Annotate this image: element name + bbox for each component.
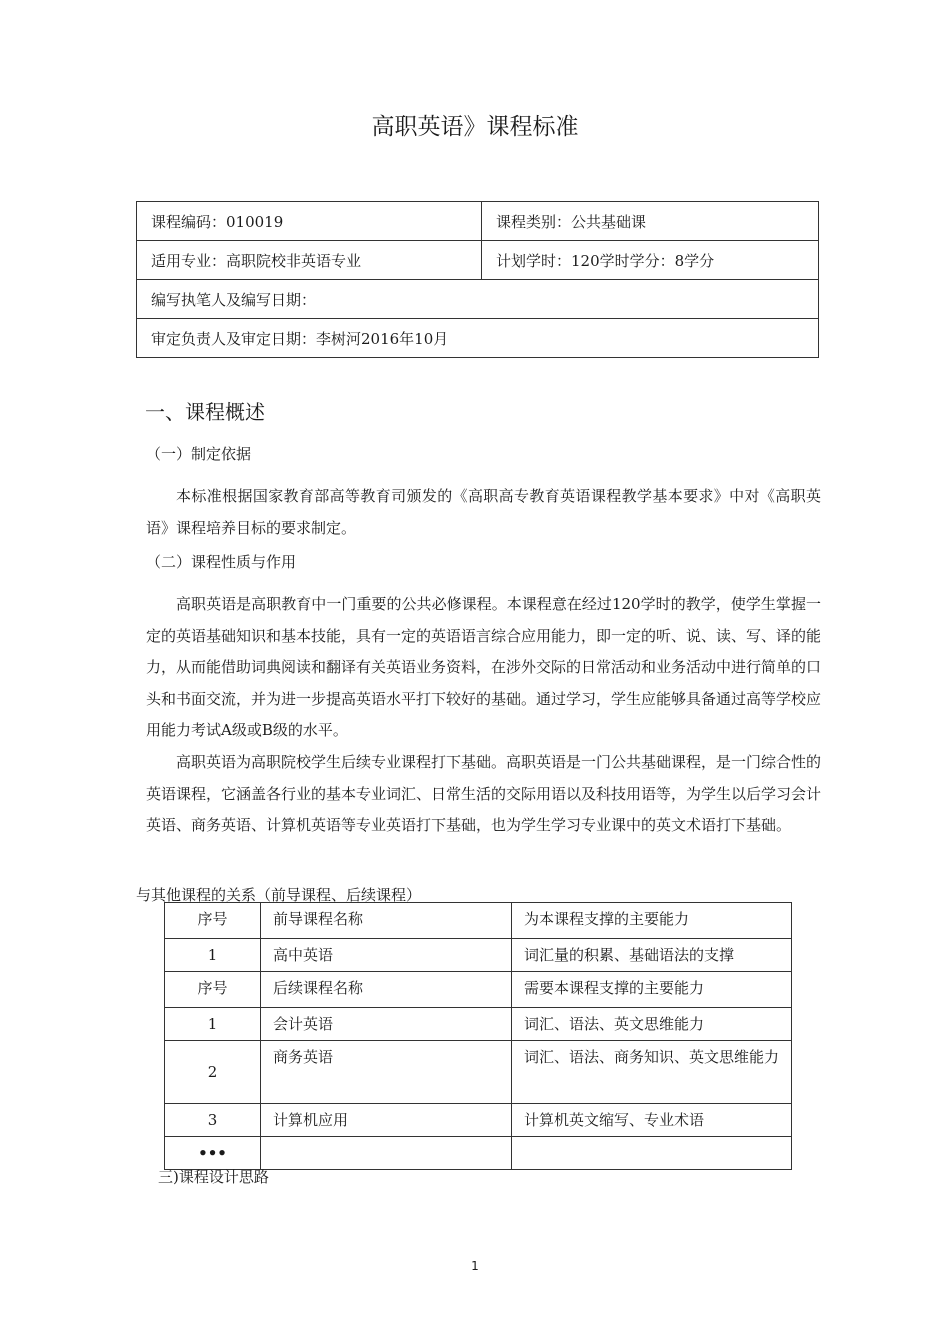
subsection-design: 三)课程设计思路 [158, 1168, 269, 1186]
cell: 序号 [165, 972, 261, 1008]
cell [261, 1137, 512, 1170]
course-code-cell: 课程编码：010019 [137, 202, 482, 241]
table-row [165, 1104, 792, 1137]
reviewer-date-cell: 审定负责人及审定日期：李树河2016年10月 [137, 319, 819, 358]
table-row [165, 939, 792, 972]
cell: 计算机应用 [261, 1104, 512, 1137]
author-date-cell: 编写执笔人及编写日期： [137, 280, 819, 319]
subsection-basis: （一）制定依据 [146, 445, 252, 463]
cell: ••• [165, 1137, 261, 1170]
cell [512, 1137, 792, 1170]
cell: 3 [165, 1104, 261, 1137]
table-row [137, 319, 819, 358]
subsection-nature: （二）课程性质与作用 [146, 553, 297, 571]
cell: 需要本课程支撑的主要能力 [512, 972, 792, 1008]
table-row [137, 202, 819, 241]
course-relation-table [164, 902, 792, 1170]
section-heading: 一、课程概述 [145, 400, 265, 424]
cell: 前导课程名称 [261, 903, 512, 939]
cell: 词汇、语法、英文思维能力 [512, 1008, 792, 1041]
page-title: 高职英语》课程标准 [371, 114, 579, 140]
cell: 高中英语 [261, 939, 512, 972]
applicable-major-cell: 适用专业：高职院校非英语专业 [137, 241, 482, 280]
cell: 商务英语 [261, 1041, 512, 1104]
cell: 词汇量的积累、基础语法的支撑 [512, 939, 792, 972]
paragraph-basis: 本标准根据国家教育部高等教育司颁发的《高职高专教育英语课程教学基本要求》中对《高职英语》课程培养目标的要求制定。 [146, 487, 821, 537]
cell: 会计英语 [261, 1008, 512, 1041]
relation-caption: 与其他课程的关系（前导课程、后续课程） [136, 886, 422, 904]
course-info-table [136, 201, 819, 358]
cell: 1 [165, 939, 261, 972]
table-row [165, 903, 792, 939]
cell: 后续课程名称 [261, 972, 512, 1008]
cell: 计算机英文缩写、专业术语 [512, 1104, 792, 1137]
table-row [165, 972, 792, 1008]
table-row [165, 1137, 792, 1170]
table-row [137, 241, 819, 280]
cell: 词汇、语法、商务知识、英文思维能力 [512, 1041, 792, 1104]
page-number: 1 [471, 1259, 479, 1273]
course-category-cell: 课程类别：公共基础课 [482, 202, 819, 241]
cell: 1 [165, 1008, 261, 1041]
paragraph-nature: 高职英语是高职教育中一门重要的公共必修课程。本课程意在经过120学时的教学，使学生掌握一定的英语基础知识和基本技能，具有一定的英语语言综合应用能力，即一定的听、说、读、写、译的能力，从而能借助词典阅读和翻译有关英语业务资料，在涉外交际的日常活动和业务活动中进行简单的口头和书面交流，并为进一步提高英语水平打下较好的基础。通过学习，学生应能够具备通过高等学校应用能力考试A级或B级的水平。 [146, 595, 822, 739]
table-row [165, 1041, 792, 1104]
cell: 为本课程支撑的主要能力 [512, 903, 792, 939]
cell: 序号 [165, 903, 261, 939]
cell: 2 [165, 1041, 261, 1104]
planned-hours-cell: 计划学时：120学时学分：8学分 [482, 241, 819, 280]
paragraph-foundation: 高职英语为高职院校学生后续专业课程打下基础。高职英语是一门公共基础课程，是一门综合性的英语课程，它涵盖各行业的基本专业词汇、日常生活的交际用语以及科技用语等，为学生以后学习会计英语、商务英语、计算机英语等专业英语打下基础，也为学生学习专业课中的英文术语打下基础。 [146, 753, 822, 834]
table-row [165, 1008, 792, 1041]
table-row [137, 280, 819, 319]
